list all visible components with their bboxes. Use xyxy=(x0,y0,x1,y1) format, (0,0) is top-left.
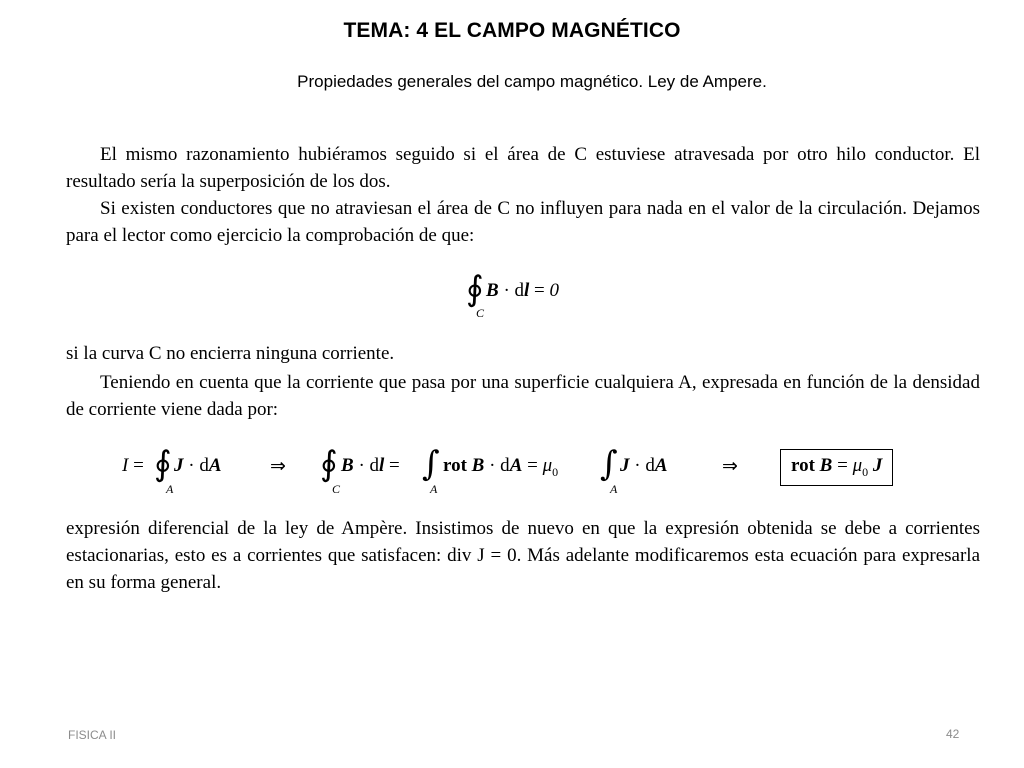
contour-integral-icon: ∮ xyxy=(154,444,172,484)
equation-integrand: B · dl = 0 xyxy=(486,280,560,301)
footer-course: FISICA II xyxy=(68,728,117,742)
paragraph-3: si la curva C no encierra ninguna corriente. xyxy=(66,343,395,364)
equation-term2: B · dl = xyxy=(341,455,400,476)
implies-arrow-icon: ⇒ xyxy=(270,456,286,477)
equation-ampere-derivation xyxy=(120,441,940,499)
equation-subscript-c: C xyxy=(332,482,341,496)
paragraph-2: Si existen conductores que no atraviesan el área de C no influyen para nada en el valor de la circulación. Dejamos para el lector como ejercicio la comprobación de que: xyxy=(66,198,980,246)
paragraph-1: El mismo razonamiento hubiéramos seguido si el área de C estuviese atravesada por otro hilo conductor. El resultado sería la superposición de los dos. xyxy=(66,144,980,192)
equation-circulation-zero xyxy=(466,266,606,324)
page-number: 42 xyxy=(946,727,960,741)
slide-title: TEMA: 4 EL CAMPO MAGNÉTICO xyxy=(343,19,681,42)
contour-integral-icon: ∮ xyxy=(320,444,338,484)
equation-subscript-a: A xyxy=(430,482,438,496)
integral-icon: ∫ xyxy=(600,444,618,484)
integral-icon: ∫ xyxy=(422,444,440,484)
slide-subtitle: Propiedades generales del campo magnético. Ley de Ampere. xyxy=(297,72,767,91)
implies-arrow-icon: ⇒ xyxy=(722,456,738,477)
paragraph-5: expresión diferencial de la ley de Ampère. Insistimos de nuevo en que la expresión obtenida se debe a corrientes estacionarias, esto es a corrientes que satisfacen: div J = 0. Más adelante modificaremos esta ecuación para expresarla en su forma general. xyxy=(66,518,980,593)
paragraph-4: Teniendo en cuenta que la corriente que pasa por una superficie cualquiera A, expresada en función de la densidad de corriente viene dada por: xyxy=(66,372,980,420)
equation-subscript: C xyxy=(476,306,485,320)
equation-lhs: I = xyxy=(122,455,144,476)
equation-term3: rot B · dA = $\mu_0$ xyxy=(443,455,559,479)
equation-term1: J · dA xyxy=(174,455,222,476)
equation-term4: J · dA xyxy=(620,455,668,476)
boxed-result: rot $B = \mu_0$ J xyxy=(780,449,893,486)
contour-integral-icon: ∮ xyxy=(466,269,484,309)
equation-subscript-a: A xyxy=(166,482,174,496)
equation-subscript-a: A xyxy=(610,482,618,496)
